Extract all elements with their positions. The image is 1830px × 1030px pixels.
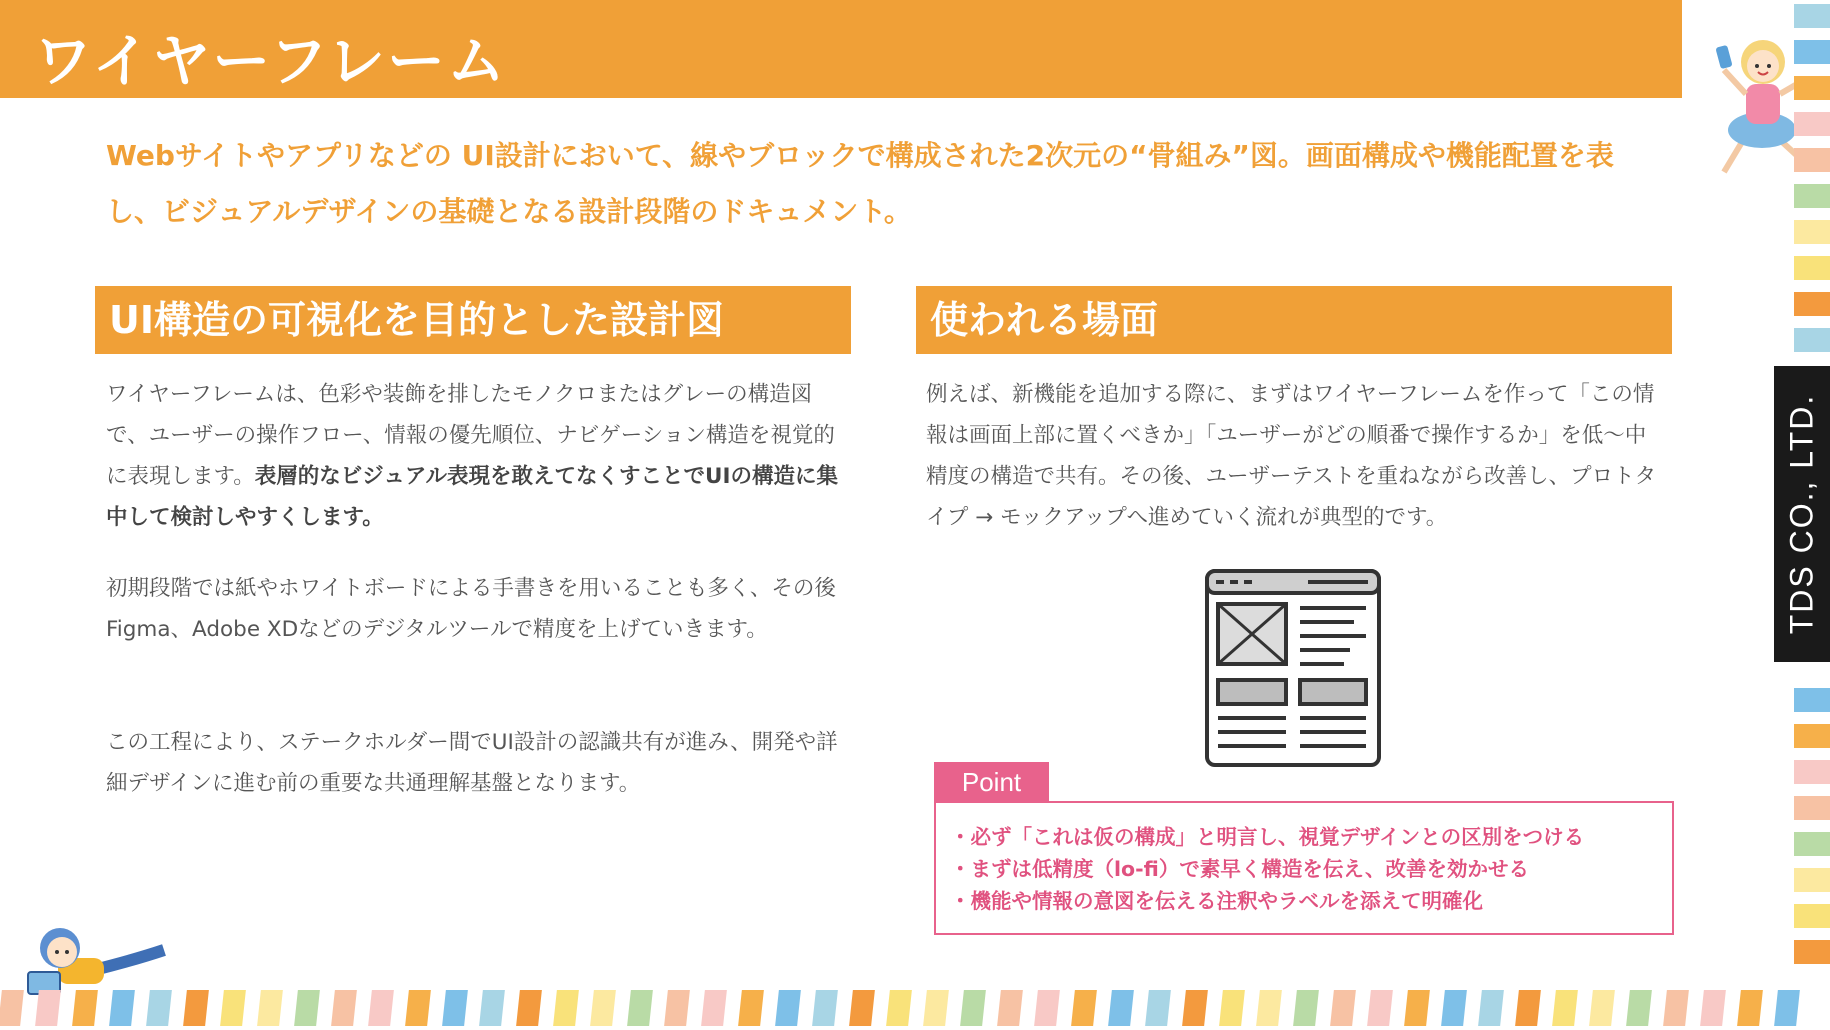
stripe <box>516 990 542 1026</box>
stripe <box>1071 990 1097 1026</box>
stripe <box>1794 40 1830 64</box>
stripe <box>1145 990 1171 1026</box>
stripe <box>368 990 394 1026</box>
stripe <box>1367 990 1393 1026</box>
stripe <box>405 990 431 1026</box>
stripe <box>0 990 24 1026</box>
stripe <box>257 990 283 1026</box>
point-label: Point <box>934 762 1049 802</box>
stripe <box>1794 940 1830 964</box>
stripe <box>1794 904 1830 928</box>
stripe <box>775 990 801 1026</box>
stripe <box>812 990 838 1026</box>
stripe <box>1794 328 1830 352</box>
stripe <box>1034 990 1060 1026</box>
stripe <box>1794 220 1830 244</box>
stripe <box>849 990 875 1026</box>
left-paragraph-1 <box>106 374 846 538</box>
stripe <box>1794 724 1830 748</box>
left-paragraph-1-bold: 表層的なビジュアル表現を敢えてなくすことでUIの構造に集中して検討しやすくします。 <box>106 464 838 530</box>
left-paragraph-2: 初期段階では紙やホワイトボードによる手書きを用いることも多く、その後Figma、Adobe XDなどのデジタルツールで精度を上げていきます。 <box>106 576 836 642</box>
stripe <box>1794 256 1830 280</box>
stripe <box>1404 990 1430 1026</box>
stripe <box>886 990 912 1026</box>
stripe <box>1515 990 1541 1026</box>
stripe <box>1794 148 1830 172</box>
stripe <box>627 990 653 1026</box>
stripe <box>294 990 320 1026</box>
stripe <box>738 990 764 1026</box>
stripe <box>1182 990 1208 1026</box>
page-title: ワイヤーフレーム <box>34 27 508 95</box>
wireframe-icon <box>1204 568 1382 768</box>
point-item: ・ まずは低精度（lo-fi）で素早く構造を伝え、改善を効かせる <box>950 853 1672 885</box>
stripe <box>1256 990 1282 1026</box>
stripe <box>1478 990 1504 1026</box>
stripe <box>1626 990 1652 1026</box>
stripe <box>183 990 209 1026</box>
stripe <box>1663 990 1689 1026</box>
stripe <box>553 990 579 1026</box>
lead-text: Webサイトやアプリなどの UI設計において、線やブロックで構成された2次元の“骨組み”図。画面構成や機能配置を表し、ビジュアルデザインの基礎となる設計段階のドキュメント。 <box>106 139 1614 228</box>
stripe <box>1794 4 1830 28</box>
stripe <box>1737 990 1763 1026</box>
stripe <box>109 990 135 1026</box>
stripe <box>1794 760 1830 784</box>
point-item: ・ 機能や情報の意図を伝える注釈やラベルを添えて明確化 <box>950 885 1672 917</box>
stripe <box>442 990 468 1026</box>
stripe <box>701 990 727 1026</box>
stripe <box>1589 990 1615 1026</box>
point-list <box>936 803 1672 917</box>
stripe <box>1794 688 1830 712</box>
right-section-heading: 使われる場面 <box>916 286 1672 354</box>
stripe <box>479 990 505 1026</box>
stripe <box>997 990 1023 1026</box>
stripe <box>1794 796 1830 820</box>
stripe <box>72 990 98 1026</box>
stripe <box>35 990 61 1026</box>
left-section-heading: UI構造の可視化を目的とした設計図 <box>95 286 851 354</box>
stripe <box>1794 832 1830 856</box>
stripe <box>1794 184 1830 208</box>
stripe <box>146 990 172 1026</box>
bottom-stripe-decoration <box>0 990 1830 1026</box>
company-name: TDS CO., LTD. <box>1783 393 1820 635</box>
stripe <box>1219 990 1245 1026</box>
stripe <box>220 990 246 1026</box>
stripe <box>960 990 986 1026</box>
point-box <box>934 801 1674 935</box>
stripe <box>1330 990 1356 1026</box>
stripe <box>1794 76 1830 100</box>
stripe <box>1293 990 1319 1026</box>
stripe <box>590 990 616 1026</box>
stripe <box>1794 292 1830 316</box>
stripe <box>1794 112 1830 136</box>
left-paragraph-1-plain: ワイヤーフレームは、色彩や装飾を排したモノクロまたはグレーの構造図で、ユーザーの操作フロー、情報の優先順位、ナビゲーション構造を視覚的に表現します。 <box>106 382 835 489</box>
right-paragraph-1: 例えば、新機能を追加する際に、まずはワイヤーフレームを作って「この情報は画面上部に置くべきか」「ユーザーがどの順番で操作するか」を低〜中精度の構造で共有。その後、ユーザーテストを重ねながら改善し、プロトタイプ → モックアップへ進めていく流れが典型的です。 <box>926 382 1657 530</box>
stripe <box>1441 990 1467 1026</box>
left-paragraph-3: この工程により、ステークホルダー間でUI設計の認識共有が進み、開発や詳細デザインに進む前の重要な共通理解基盤となります。 <box>106 730 838 796</box>
stripe <box>1108 990 1134 1026</box>
stripe <box>923 990 949 1026</box>
stripe <box>331 990 357 1026</box>
stripe <box>1774 990 1800 1026</box>
title-band <box>0 0 1682 98</box>
right-stripe-decoration <box>1794 0 1830 990</box>
stripe <box>1794 868 1830 892</box>
stripe <box>1700 990 1726 1026</box>
point-item: ・ 必ず「これは仮の構成」と明言し、視覚デザインとの区別をつける <box>950 821 1672 853</box>
stripe <box>664 990 690 1026</box>
stripe <box>1552 990 1578 1026</box>
